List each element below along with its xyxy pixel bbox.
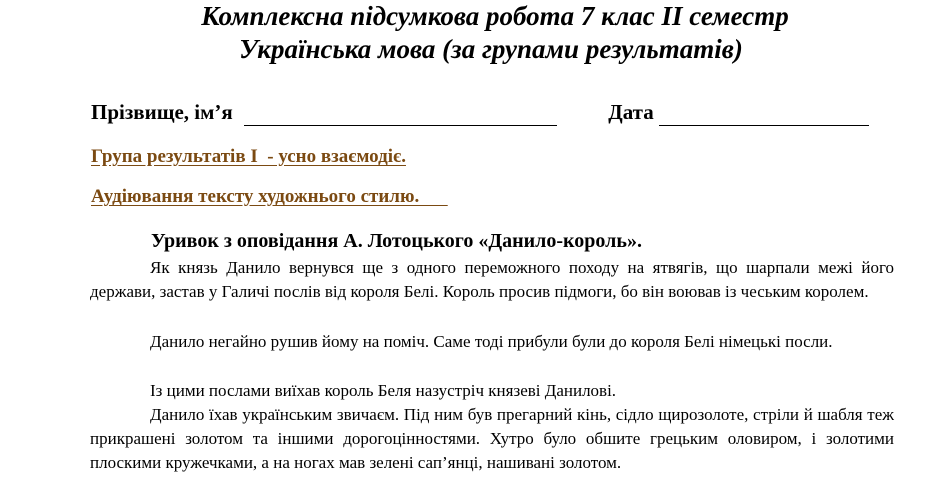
excerpt-paragraph: Данило негайно рушив йому на поміч. Саме тоді прибули були до короля Белі німецькі посли. bbox=[150, 332, 833, 351]
date-label: Дата bbox=[608, 100, 654, 124]
excerpt-paragraph: Данило їхав українським звичаєм. Під ним був прегарний кінь, сідло щирозолоте, стріли й шабля теж прикрашені золотом та іншими дорогоцінностями. Хутро було обшите грецьким оловиром, і золотими плоскими кружечками, а на ногах мав зелені сап’янці, нашивані золотом. bbox=[90, 405, 894, 472]
excerpt-paragraph: Із цими послами виїхав король Беля назустріч князеві Данилові. bbox=[150, 381, 617, 400]
student-info-row bbox=[91, 100, 869, 126]
excerpt-paragraph: Як князь Данило вернувся ще з одного переможного походу на ятвягів, що шарпали межі його держави, застав у Галичі послів від короля Белі. Король просив підмоги, бо він воював із чеським королем. bbox=[90, 258, 894, 301]
date-blank-line[interactable] bbox=[659, 100, 869, 126]
name-blank-line[interactable] bbox=[244, 100, 557, 126]
document-title-line-1: Комплексна підсумкова робота 7 клас ІІ семестр bbox=[201, 1, 789, 31]
excerpt-title: Уривок з оповідання А. Лотоцького «Данило-король». bbox=[151, 230, 642, 252]
document-title-line-2: Українська мова (за групами результатів) bbox=[239, 34, 743, 64]
name-label: Прізвище, ім’я bbox=[91, 100, 233, 124]
result-group-heading: Група результатів І - усно взаємодіє. bbox=[91, 146, 406, 167]
listening-task-heading: Аудіювання тексту художнього стилю. bbox=[91, 186, 448, 207]
